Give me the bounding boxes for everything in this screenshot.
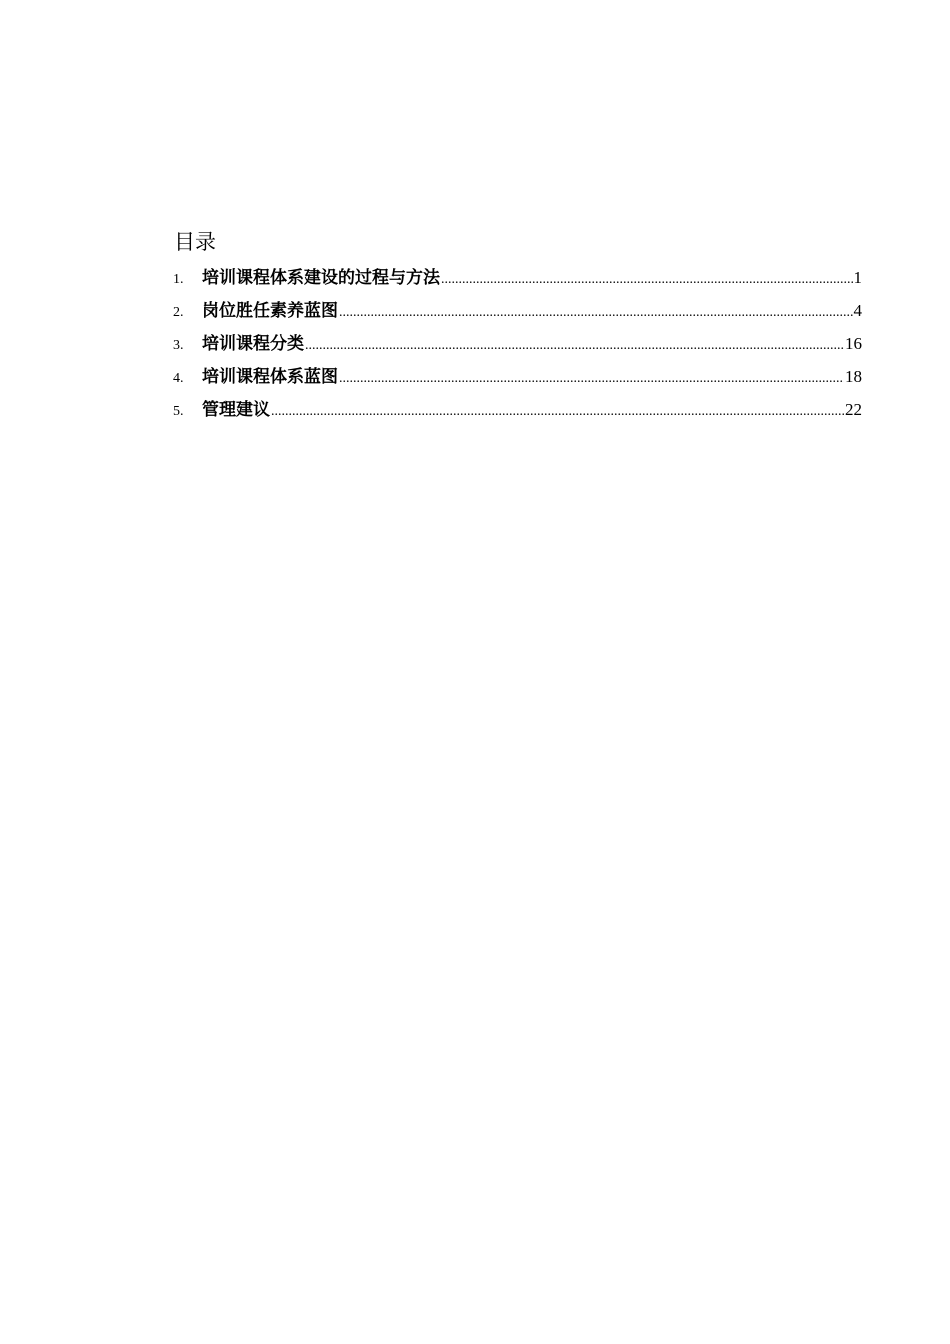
toc-entry-number: 1. — [173, 272, 184, 287]
toc-entry[interactable] — [173, 261, 862, 294]
toc-entry-number: 5. — [173, 404, 184, 419]
table-of-contents — [173, 228, 862, 426]
toc-entry-number: 2. — [173, 305, 184, 320]
toc-list — [173, 261, 862, 426]
toc-dot-leader — [271, 395, 844, 428]
toc-entry-number: 4. — [173, 371, 184, 386]
toc-dot-leader — [305, 329, 844, 362]
toc-entry-text[interactable]: 培训课程体系建设的过程与方法 — [202, 268, 440, 288]
toc-entry[interactable] — [173, 294, 862, 327]
toc-entry-number: 3. — [173, 338, 184, 353]
toc-title: 目录 — [174, 230, 216, 254]
toc-entry[interactable] — [173, 393, 862, 426]
toc-entry-page: 16 — [845, 334, 862, 353]
toc-entry-page: 4 — [853, 301, 862, 320]
toc-entry[interactable] — [173, 360, 862, 393]
toc-entry-text[interactable]: 管理建议 — [202, 400, 270, 420]
toc-entry-page: 18 — [845, 367, 862, 386]
toc-entry-page: 22 — [845, 400, 862, 419]
toc-entry-text[interactable]: 培训课程分类 — [202, 334, 304, 354]
toc-entry-text[interactable]: 培训课程体系蓝图 — [202, 367, 338, 387]
toc-entry-page: 1 — [853, 268, 862, 287]
toc-entry-text[interactable]: 岗位胜任素养蓝图 — [202, 301, 338, 321]
toc-entry[interactable] — [173, 327, 862, 360]
toc-dot-leader — [441, 263, 853, 296]
toc-dot-leader — [339, 296, 853, 329]
toc-dot-leader — [339, 362, 844, 395]
